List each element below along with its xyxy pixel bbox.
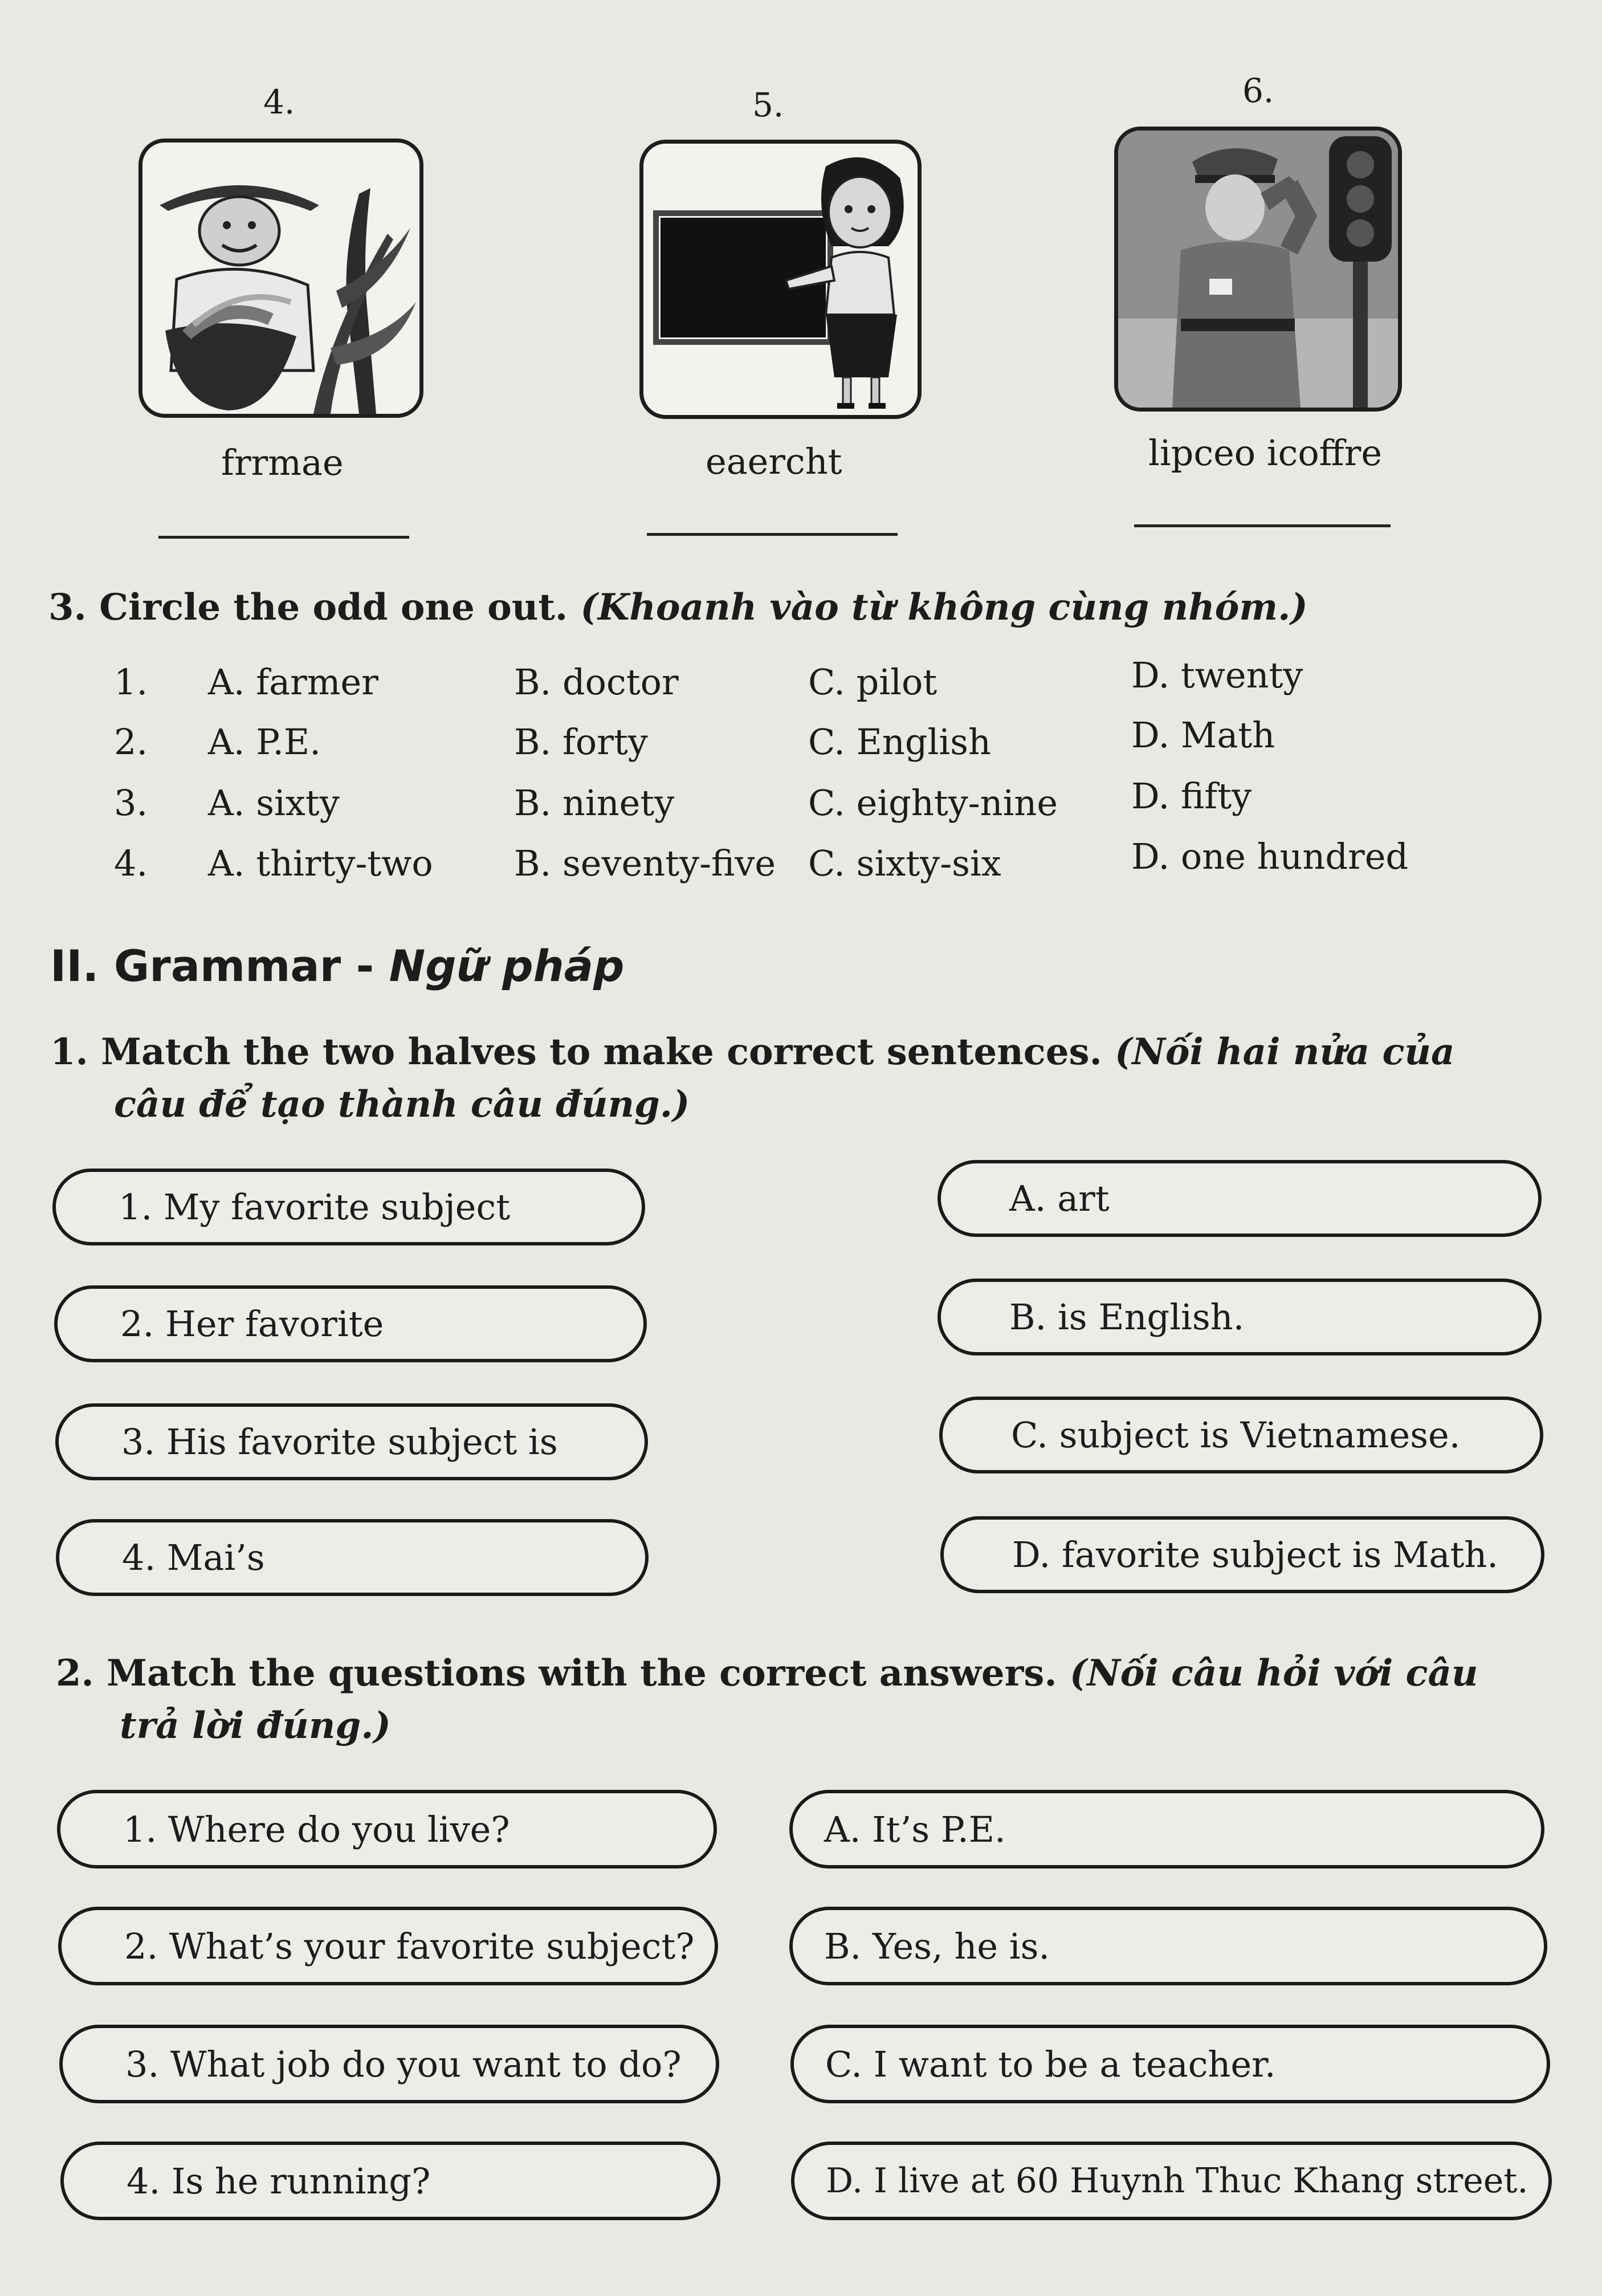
match-2-question-1[interactable]: 1. Where do you live?	[57, 1790, 717, 1868]
odd-row-3	[114, 775, 1482, 828]
match-1-left-4[interactable]: 4. Mai’s	[56, 1519, 649, 1596]
odd-option-d[interactable]: D. one hundred	[1131, 836, 1409, 877]
exercise-3-heading	[48, 586, 1308, 629]
match-1-left-2[interactable]: 2. Her favorite	[54, 1285, 647, 1362]
picture-number-4: 4.	[263, 83, 295, 121]
match-2-title: 2. Match the questions with the correct answers.	[56, 1652, 1057, 1695]
odd-option-b[interactable]: B. forty	[514, 721, 648, 763]
scrambled-word-5: eaercht	[706, 441, 842, 482]
exercise-3-title: 3. Circle the odd one out.	[48, 586, 568, 629]
match-1-left-1[interactable]: 1. My favorite subject	[52, 1169, 645, 1245]
match-1-subtitle-part-2: câu để tạo thành câu đúng.)	[114, 1083, 690, 1126]
match-1-heading-line-1	[50, 1031, 1455, 1073]
match-2-question-2[interactable]: 2. What’s your favorite subject?	[58, 1907, 718, 1985]
match-2-heading-line-1	[56, 1652, 1478, 1695]
match-2-subtitle-part-2: trả lời đúng.)	[120, 1704, 391, 1747]
picture-number-5: 5.	[752, 86, 784, 124]
odd-option-d[interactable]: D. Math	[1131, 714, 1275, 756]
police-officer-icon	[1118, 131, 1398, 408]
match-2-answer-c[interactable]: C. I want to be a teacher.	[790, 2025, 1550, 2103]
farmer-icon	[142, 143, 419, 414]
odd-option-c[interactable]: C. pilot	[808, 661, 937, 703]
odd-row-1	[114, 654, 1482, 707]
odd-option-b[interactable]: B. seventy-five	[514, 842, 776, 884]
answer-blank-5[interactable]	[647, 533, 898, 536]
match-1-right-c[interactable]: C. subject is Vietnamese.	[939, 1397, 1543, 1473]
odd-row-number: 3.	[114, 782, 148, 824]
odd-row-2	[114, 714, 1482, 767]
match-2-answer-d[interactable]: D. I live at 60 Huynh Thuc Khang street.	[791, 2142, 1552, 2220]
odd-option-a[interactable]: A. sixty	[208, 782, 340, 824]
match-2-subtitle-part-1: (Nối câu hỏi với câu	[1069, 1652, 1478, 1695]
odd-row-number: 1.	[114, 661, 148, 703]
match-2-question-4[interactable]: 4. Is he running?	[60, 2142, 720, 2220]
odd-option-a[interactable]: A. P.E.	[208, 721, 321, 763]
match-1-subtitle-part-1: (Nối hai nửa của	[1115, 1031, 1455, 1073]
match-2-question-3[interactable]: 3. What job do you want to do?	[59, 2025, 719, 2103]
odd-option-b[interactable]: B. doctor	[514, 661, 679, 703]
odd-row-number: 2.	[114, 721, 148, 763]
exercise-3-subtitle: (Khoanh vào từ không cùng nhóm.)	[580, 586, 1308, 629]
odd-option-c[interactable]: C. sixty-six	[808, 842, 1001, 884]
grammar-title-vi: Ngữ pháp	[389, 941, 625, 991]
match-1-right-d[interactable]: D. favorite subject is Math.	[940, 1516, 1544, 1593]
match-2-heading-line-2	[120, 1704, 391, 1747]
match-1-right-b[interactable]: B. is English.	[937, 1279, 1542, 1355]
answer-blank-6[interactable]	[1134, 524, 1391, 527]
answer-blank-4[interactable]	[158, 536, 409, 539]
odd-option-d[interactable]: D. fifty	[1131, 775, 1252, 817]
teacher-picture-frame	[639, 140, 922, 419]
teacher-icon	[643, 144, 918, 415]
odd-option-b[interactable]: B. ninety	[514, 782, 675, 824]
picture-number-6: 6.	[1242, 71, 1274, 110]
odd-option-a[interactable]: A. thirty-two	[208, 842, 433, 884]
match-1-left-3[interactable]: 3. His favorite subject is	[55, 1403, 648, 1480]
grammar-title-en: II. Grammar -	[50, 941, 389, 991]
odd-option-a[interactable]: A. farmer	[208, 661, 378, 703]
farmer-picture-frame	[138, 139, 423, 418]
match-2-answer-b[interactable]: B. Yes, he is.	[789, 1907, 1547, 1985]
match-1-right-a[interactable]: A. art	[937, 1160, 1542, 1237]
odd-option-c[interactable]: C. English	[808, 721, 991, 763]
scrambled-word-4: frrmae	[221, 442, 344, 483]
odd-option-c[interactable]: C. eighty-nine	[808, 782, 1058, 824]
match-1-title: 1. Match the two halves to make correct sentences.	[50, 1031, 1102, 1073]
grammar-section-title	[50, 941, 624, 991]
odd-row-4	[114, 836, 1482, 888]
match-1-heading-line-2	[114, 1083, 690, 1126]
odd-row-number: 4.	[114, 842, 148, 884]
odd-option-d[interactable]: D. twenty	[1131, 654, 1303, 696]
match-2-answer-a[interactable]: A. It’s P.E.	[789, 1790, 1544, 1868]
police-officer-picture-frame	[1114, 127, 1402, 412]
scrambled-word-6: lipceo icoffre	[1148, 432, 1383, 474]
